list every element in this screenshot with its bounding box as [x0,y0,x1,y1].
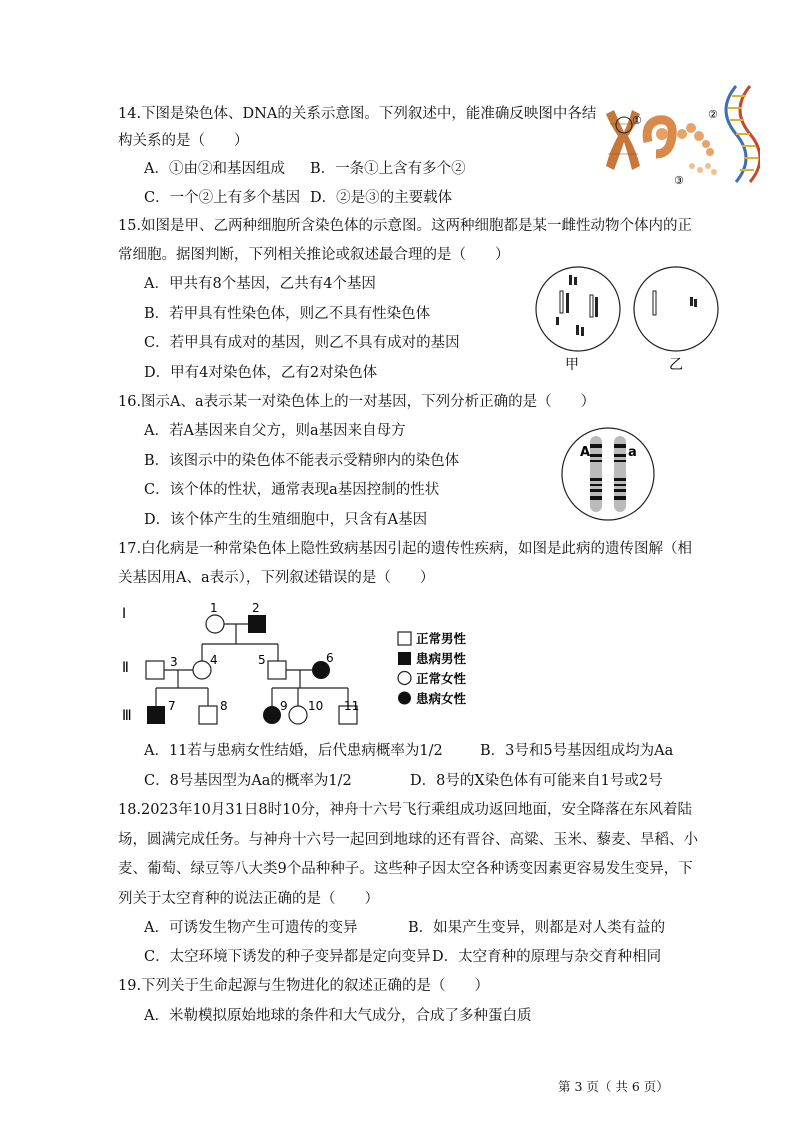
generation-2: Ⅱ [122,660,129,676]
pedigree-num-11: 11 [344,699,360,713]
pedigree-num-8: 8 [220,699,228,713]
pedigree-num-10: 10 [308,699,324,713]
label-3: ③ [674,174,684,187]
legend-normal-male: 正常男性 [416,631,467,646]
q15-stem-line2: 常细胞。据图判断，下列相关推论或叙述最合理的是（ ） [118,247,510,263]
q16-option-d: D．该个体产生的生殖细胞中，只含有A基因 [144,512,428,528]
q14-option-c: C．一个②上有多个基因 [144,190,301,206]
cell-figure-jia-yi [530,265,730,373]
pedigree-num-2: 2 [252,601,260,615]
pedigree-num-4: 4 [210,653,218,667]
pedigree-num-7: 7 [168,699,176,713]
q17-option-c: C．8号基因型为Aa的概率为1/2 [144,773,352,789]
q16-option-a: A．若A基因来自父方，则a基因来自母方 [144,423,406,439]
q18-stem-line1: 18.2023年10月31日8时10分，神舟十六号飞行乘组成功返回地面，安全降落在东风着陆 [118,802,693,818]
gene-label-a-upper: A [580,445,591,460]
q17-option-a: A．11若与患病女性结婚，后代患病概率为1/2 [144,743,443,759]
chromosome-dna-figure [596,84,760,196]
generation-3: Ⅲ [122,708,132,724]
q16-stem: 16.图示A、a表示某一对染色体上的一对基因，下列分析正确的是（ ） [118,394,596,410]
pedigree-num-6: 6 [326,651,334,665]
q16-option-b: B．该图示中的染色体不能表示受精卵内的染色体 [144,453,460,469]
q15-option-a: A．甲共有8个基因，乙共有4个基因 [144,276,376,292]
q18-option-c: C．太空环境下诱发的种子变异都是定向变异 [144,949,431,965]
q18-option-d: D．太空育种的原理与杂交育种相同 [432,949,662,965]
q17-stem-line1: 17.白化病是一种常染色体上隐性致病基因引起的遗传性疾病，如图是此病的遗传图解（相 [118,541,693,557]
q17-option-b: B．3号和5号基因组成均为Aa [480,743,674,759]
q15-stem-line1: 15.如图是甲、乙两种细胞所含染色体的示意图。这两种细胞都是某一雌性动物个体内的正 [118,218,693,234]
pedigree-chart [118,600,498,730]
pedigree-num-3: 3 [170,655,178,669]
q14-stem-line2: 构关系的是（ ） [118,133,249,149]
q18-option-b: B．如果产生变异，则都是对人类有益的 [408,920,666,936]
gene-label-a-lower: a [628,445,637,460]
homologous-chromosome-figure [560,426,656,522]
cell-label-jia: 甲 [565,357,579,373]
q18-stem-line3: 麦、葡萄、绿豆等八大类9个品种种子。这些种子因太空各种诱变因素更容易发生变异，下 [118,861,693,877]
q19-stem: 19.下列关于生命起源与生物进化的叙述正确的是（ ） [118,978,490,994]
q18-stem-line4: 列关于太空育种的说法正确的是（ ） [118,891,379,907]
q17-option-d: D．8号的X染色体有可能来自1号或2号 [410,773,663,789]
pedigree-num-5: 5 [258,653,266,667]
legend-affected-female: 患病女性 [416,691,467,706]
page-footer: 第 3 页（ 共 6 页） [558,1079,669,1094]
generation-1: Ⅰ [122,606,127,622]
q14-option-d: D．②是③的主要载体 [310,190,453,206]
pedigree-num-1: 1 [210,601,218,615]
q18-stem-line2: 场，圆满完成任务。与神舟十六号一起回到地球的还有晋谷、高粱、玉米、藜麦、旱稻、小 [118,832,698,848]
q15-option-d: D．甲有4对染色体，乙有2对染色体 [144,365,378,381]
q15-option-c: C．若甲具有成对的基因，则乙不具有成对的基因 [144,335,460,351]
q18-option-a: A．可诱发生物产生可遗传的变异 [144,920,358,936]
pedigree-num-9: 9 [280,699,288,713]
q19-option-a: A．米勒模拟原始地球的条件和大气成分，合成了多种蛋白质 [144,1008,532,1024]
legend-affected-male: 患病男性 [416,651,467,666]
q16-option-c: C．该个体的性状，通常表现a基因控制的性状 [144,482,440,498]
q14-option-b: B．一条①上含有多个② [310,161,466,177]
label-1: ① [632,114,642,127]
q14-stem-line1: 14.下图是染色体、DNA的关系示意图。下列叙述中，能准确反映图中各结 [118,106,597,122]
q17-stem-line2: 关基因用A、a表示），下列叙述错误的是（ ） [118,570,435,586]
label-2: ② [708,108,718,121]
q15-option-b: B．若甲具有性染色体，则乙不具有性染色体 [144,306,431,322]
cell-label-yi: 乙 [669,357,683,373]
legend-normal-female: 正常女性 [416,671,467,686]
q14-option-a: A．①由②和基因组成 [144,161,285,177]
